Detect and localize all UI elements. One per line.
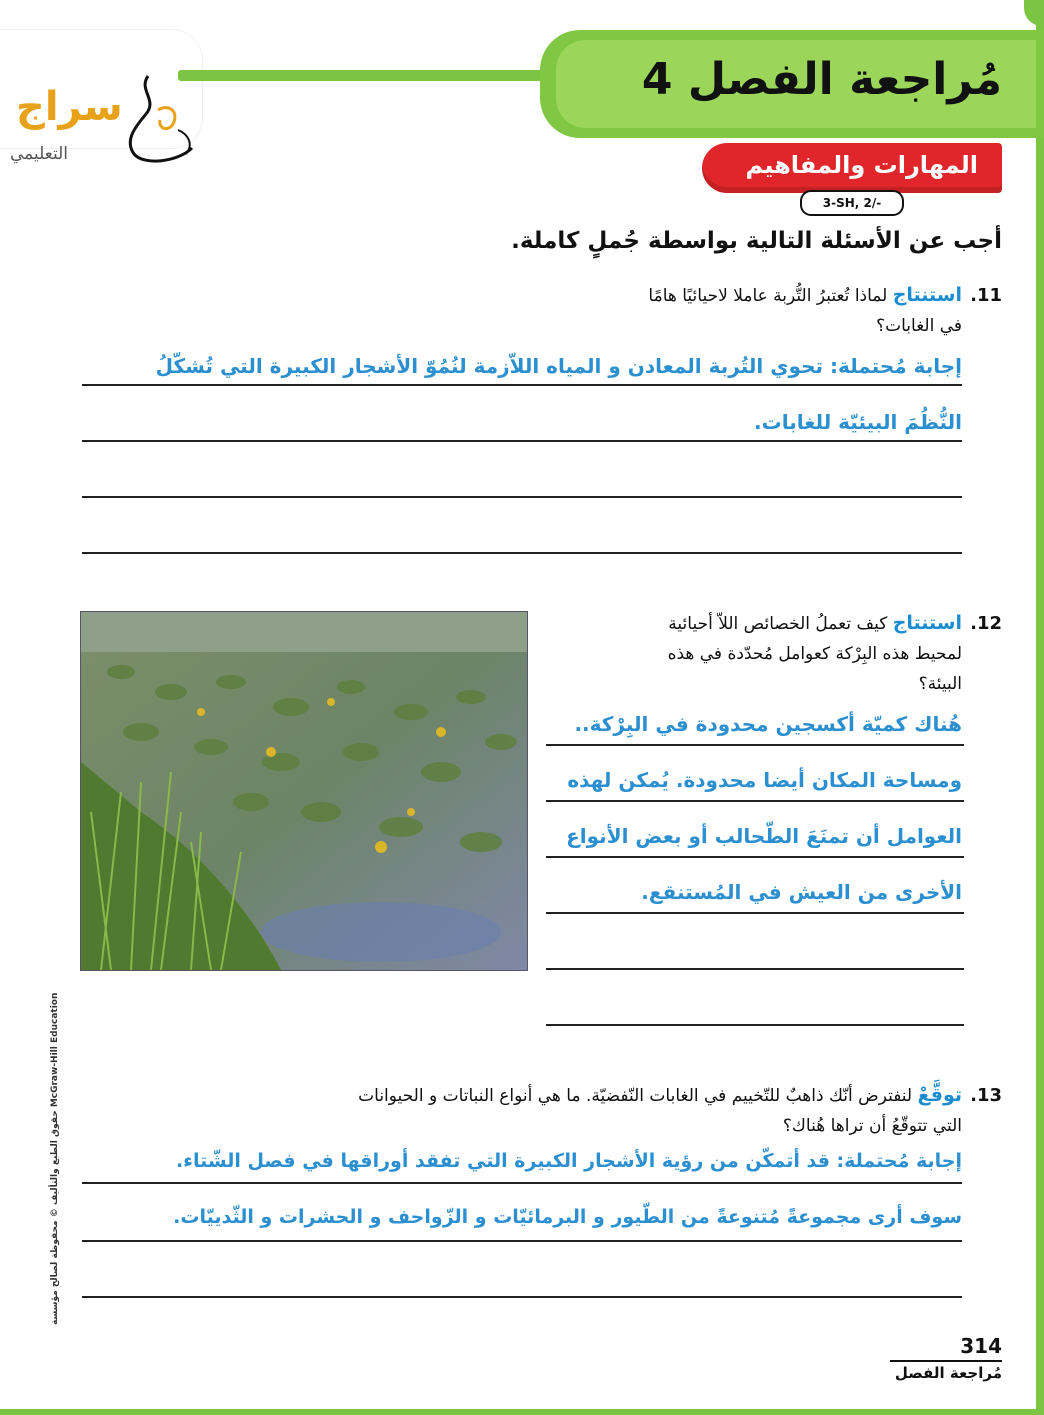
calligraphy-logo-icon: [118, 70, 202, 170]
skills-badge: [702, 143, 1002, 193]
answer-line: إجابة مُحتملة: تحوي التُربة المعادن و المياه اللاّزمة لنُمُوّ الأشجار الكبيرة التي تُشكّلُ: [155, 354, 962, 378]
answer-rule: [82, 1296, 962, 1298]
answer-line: هُناك كميّة أكسجين محدودة في البِرْكة..: [574, 712, 962, 736]
answer-rule: [82, 1182, 962, 1184]
page-frame-right: [1036, 0, 1044, 1415]
question-number: .12: [970, 613, 1002, 634]
answer-rule: [82, 552, 962, 554]
answer-rule: [82, 496, 962, 498]
question-keyword: استنتاج: [892, 284, 962, 306]
answer-line: ومساحة المكان أيضا محدودة. يُمكن لهذه: [567, 768, 962, 792]
question-line: لنفترض أنّك ذاهبٌ للتّخييم في الغابات النّفضيّة. ما هي أنواع النباتات و الحيوانات: [358, 1086, 913, 1106]
answer-rule: [546, 912, 964, 914]
answer-line: سوف أرى مجموعةً مُتنوعةً من الطّيور و البرمائيّات و الزّواحف و الحشرات و الثّدييّات.: [173, 1206, 962, 1228]
logo-word: سراج: [16, 84, 123, 130]
answer-rule: [546, 1024, 964, 1026]
answer-line: النُّظُمَ البيئيّة للغابات.: [754, 410, 962, 434]
question-text: [462, 280, 962, 341]
footer-label: مُراجعة الفصل: [894, 1364, 1002, 1382]
question-line: كيف تعملُ الخصائص اللاّ أحيائية: [668, 614, 888, 634]
question-number: .11: [970, 285, 1002, 306]
answer-rule: [82, 384, 962, 386]
header-strip: [178, 70, 598, 81]
page-frame-corner: [1024, 0, 1044, 26]
question-line: التي تتوقّعُ أن تراها هُناك؟: [782, 1116, 962, 1136]
answer-line: إجابة مُحتملة: قد أتمكّن من رؤية الأشجار الكبيرة التي تفقد أوراقها في فصل الشّتاء.: [176, 1150, 962, 1172]
pond-photo: [80, 611, 528, 971]
question-text: [202, 1080, 962, 1141]
answer-rule: [82, 440, 962, 442]
page-number: 314: [960, 1334, 1002, 1358]
answer-line: الأخرى من العيش في المُستنقع.: [641, 880, 962, 904]
question-text: [542, 608, 962, 699]
chapter-title: مُراجعة الفصل 4: [641, 54, 1002, 105]
skills-label: المهارات والمفاهيم: [745, 151, 978, 179]
question-line: لماذا تُعتبرُ التُّربة عاملا لاحيائيًا هامًا: [648, 286, 888, 306]
answer-line: العوامل أن تمنَعَ الطّحالب أو بعض الأنواع: [566, 824, 962, 848]
question-line: لمحيط هذه البِرْكة كعوامل مُحدّدة في هذه: [667, 644, 962, 664]
standards-code: 3-SH, 2/-: [800, 190, 904, 216]
logo-subtitle: التعليمي: [10, 144, 68, 164]
question-line: في الغابات؟: [876, 316, 962, 336]
footer-rule: [890, 1360, 1002, 1362]
page-frame-bottom: [0, 1409, 1044, 1415]
question-number: .13: [970, 1085, 1002, 1106]
answer-rule: [546, 968, 964, 970]
answer-rule: [546, 800, 964, 802]
pond-image: [81, 612, 527, 970]
answer-rule: [546, 744, 964, 746]
question-line: البيئة؟: [918, 674, 962, 694]
publisher-logo: [0, 30, 202, 164]
question-keyword: استنتاج: [892, 612, 962, 634]
copyright-credit: حقوق الطبع والتأليف © محفوظة لصالح مؤسسة McGraw-Hill Education: [50, 992, 60, 1325]
answer-rule: [82, 1240, 962, 1242]
answer-rule: [546, 856, 964, 858]
question-keyword: توقَّعْ: [917, 1084, 962, 1106]
instruction-text: أجب عن الأسئلة التالية بواسطة جُملٍ كاملة.: [511, 228, 1002, 254]
